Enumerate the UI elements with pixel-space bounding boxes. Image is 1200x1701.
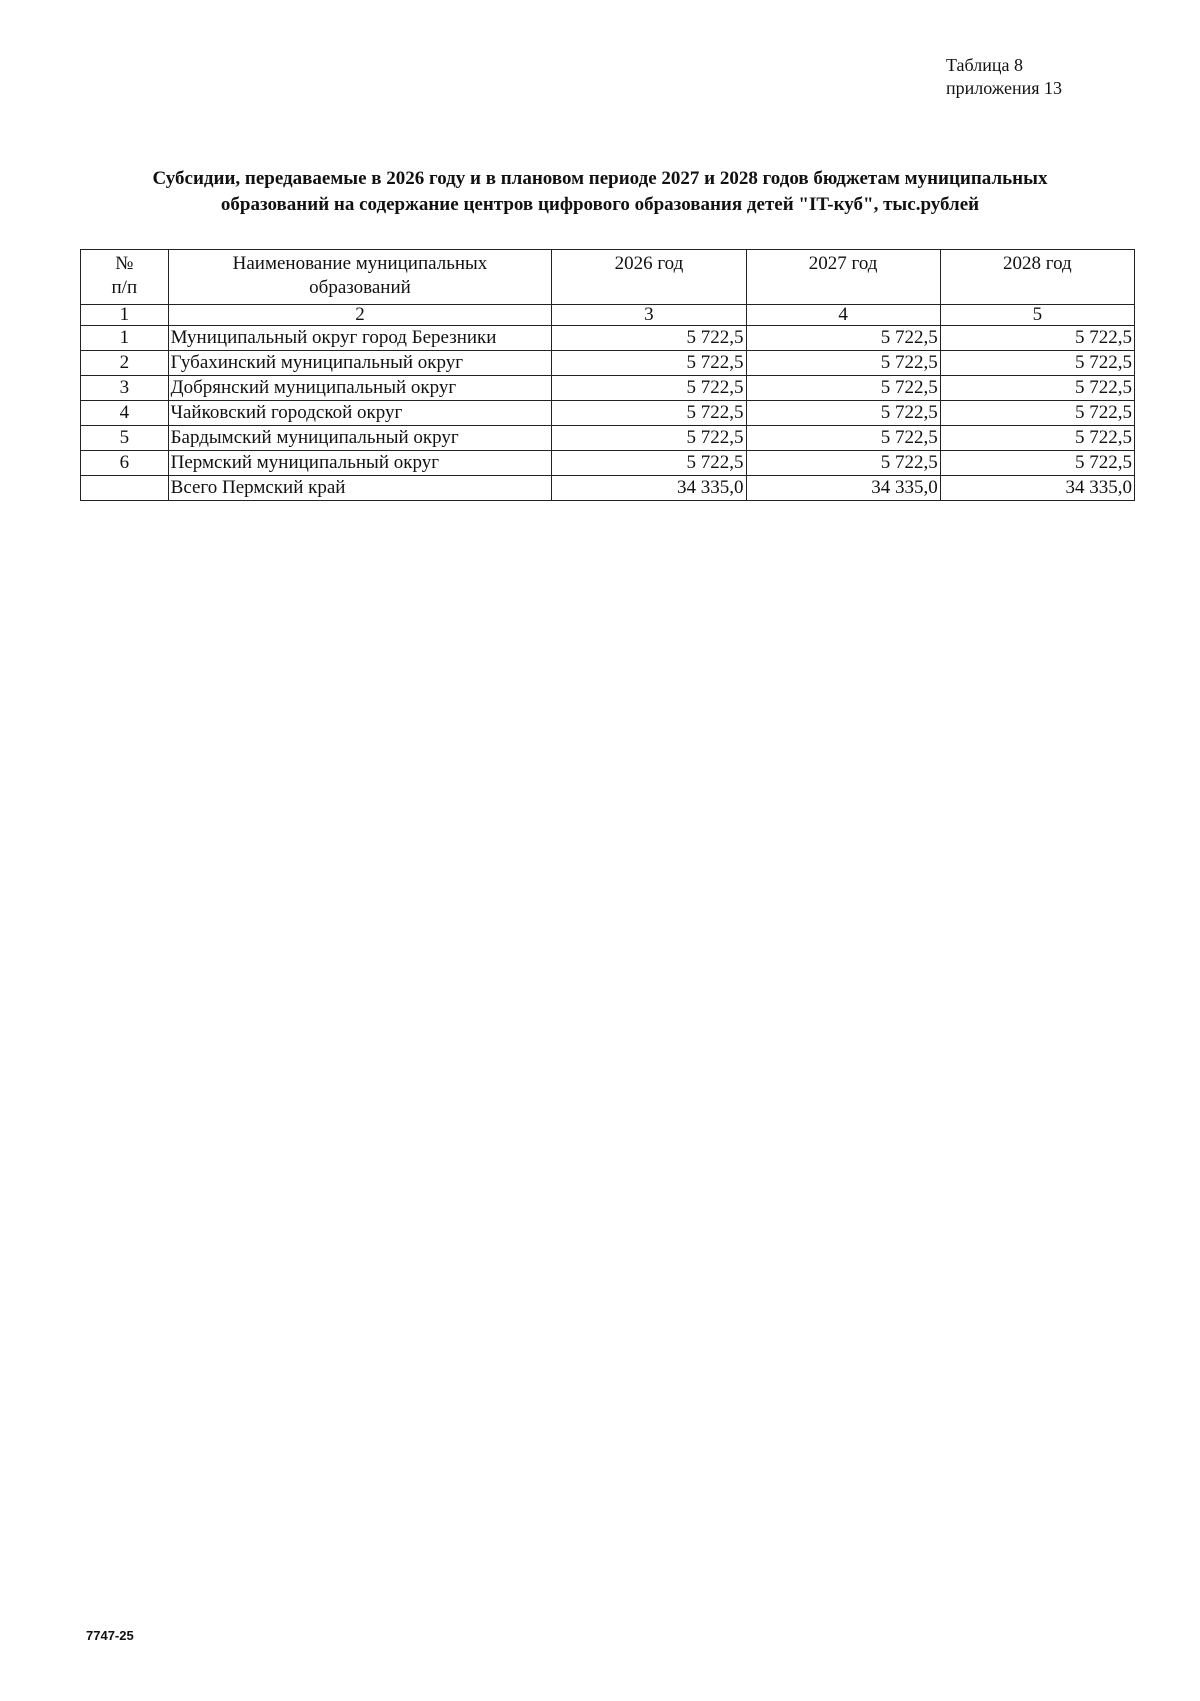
row-value-2026: 5 722,5 <box>552 351 746 376</box>
table-row <box>81 401 1135 426</box>
table-row <box>81 426 1135 451</box>
column-number-cell: 2 <box>168 305 552 326</box>
header-no-line2: п/п <box>111 277 138 298</box>
total-value-2028: 34 335,0 <box>940 476 1134 501</box>
row-value-2027: 5 722,5 <box>746 451 940 476</box>
table-reference-line2: приложения 13 <box>946 78 1063 98</box>
header-name <box>168 250 552 305</box>
header-no-line1: № <box>115 253 134 274</box>
column-number-cell: 1 <box>81 305 169 326</box>
document-title-line2: образований на содержание центров цифрового образования детей "IT-куб", тыс.рублей <box>220 194 980 215</box>
row-name: Губахинский муниципальный округ <box>168 351 552 376</box>
total-no <box>81 476 169 501</box>
table-row <box>81 376 1135 401</box>
column-number-cell: 4 <box>746 305 940 326</box>
row-value-2028: 5 722,5 <box>940 401 1134 426</box>
row-no: 2 <box>81 351 169 376</box>
table-row <box>81 326 1135 351</box>
header-no <box>81 250 169 305</box>
row-value-2028: 5 722,5 <box>940 451 1134 476</box>
column-number-cell: 3 <box>552 305 746 326</box>
row-name: Добрянский муниципальный округ <box>168 376 552 401</box>
row-value-2028: 5 722,5 <box>940 426 1134 451</box>
table-reference <box>946 54 1062 100</box>
table-row <box>81 451 1135 476</box>
total-value-2027: 34 335,0 <box>746 476 940 501</box>
table-reference-line1: Таблица 8 <box>946 55 1023 75</box>
row-value-2026: 5 722,5 <box>552 326 746 351</box>
row-value-2027: 5 722,5 <box>746 376 940 401</box>
row-name: Муниципальный округ город Березники <box>168 326 552 351</box>
header-2028: 2028 год <box>940 250 1134 305</box>
row-value-2026: 5 722,5 <box>552 426 746 451</box>
row-value-2026: 5 722,5 <box>552 376 746 401</box>
row-value-2026: 5 722,5 <box>552 451 746 476</box>
total-row <box>81 476 1135 501</box>
document-title-line1: Субсидии, передаваемые в 2026 году и в плановом периоде 2027 и 2028 годов бюджетам муниципальных <box>152 168 1048 189</box>
table-header-row <box>81 250 1135 305</box>
row-value-2028: 5 722,5 <box>940 326 1134 351</box>
row-name: Чайковский городской округ <box>168 401 552 426</box>
row-value-2027: 5 722,5 <box>746 426 940 451</box>
header-name-line1: Наименование муниципальных <box>232 253 488 274</box>
header-2027: 2027 год <box>746 250 940 305</box>
header-name-line2: образований <box>309 277 411 298</box>
row-value-2027: 5 722,5 <box>746 326 940 351</box>
table-row <box>81 351 1135 376</box>
row-value-2028: 5 722,5 <box>940 376 1134 401</box>
row-value-2026: 5 722,5 <box>552 401 746 426</box>
row-no: 3 <box>81 376 169 401</box>
header-2026: 2026 год <box>552 250 746 305</box>
row-no: 5 <box>81 426 169 451</box>
row-name: Бардымский муниципальный округ <box>168 426 552 451</box>
row-no: 1 <box>81 326 169 351</box>
row-no: 4 <box>81 401 169 426</box>
total-name: Всего Пермский край <box>168 476 552 501</box>
document-title <box>60 166 1140 218</box>
row-name: Пермский муниципальный округ <box>168 451 552 476</box>
subsidies-table <box>80 249 1135 501</box>
row-value-2027: 5 722,5 <box>746 401 940 426</box>
total-value-2026: 34 335,0 <box>552 476 746 501</box>
row-value-2027: 5 722,5 <box>746 351 940 376</box>
row-no: 6 <box>81 451 169 476</box>
document-code: 7747-25 <box>86 1628 134 1643</box>
column-number-cell: 5 <box>940 305 1134 326</box>
column-number-row <box>81 305 1135 326</box>
row-value-2028: 5 722,5 <box>940 351 1134 376</box>
